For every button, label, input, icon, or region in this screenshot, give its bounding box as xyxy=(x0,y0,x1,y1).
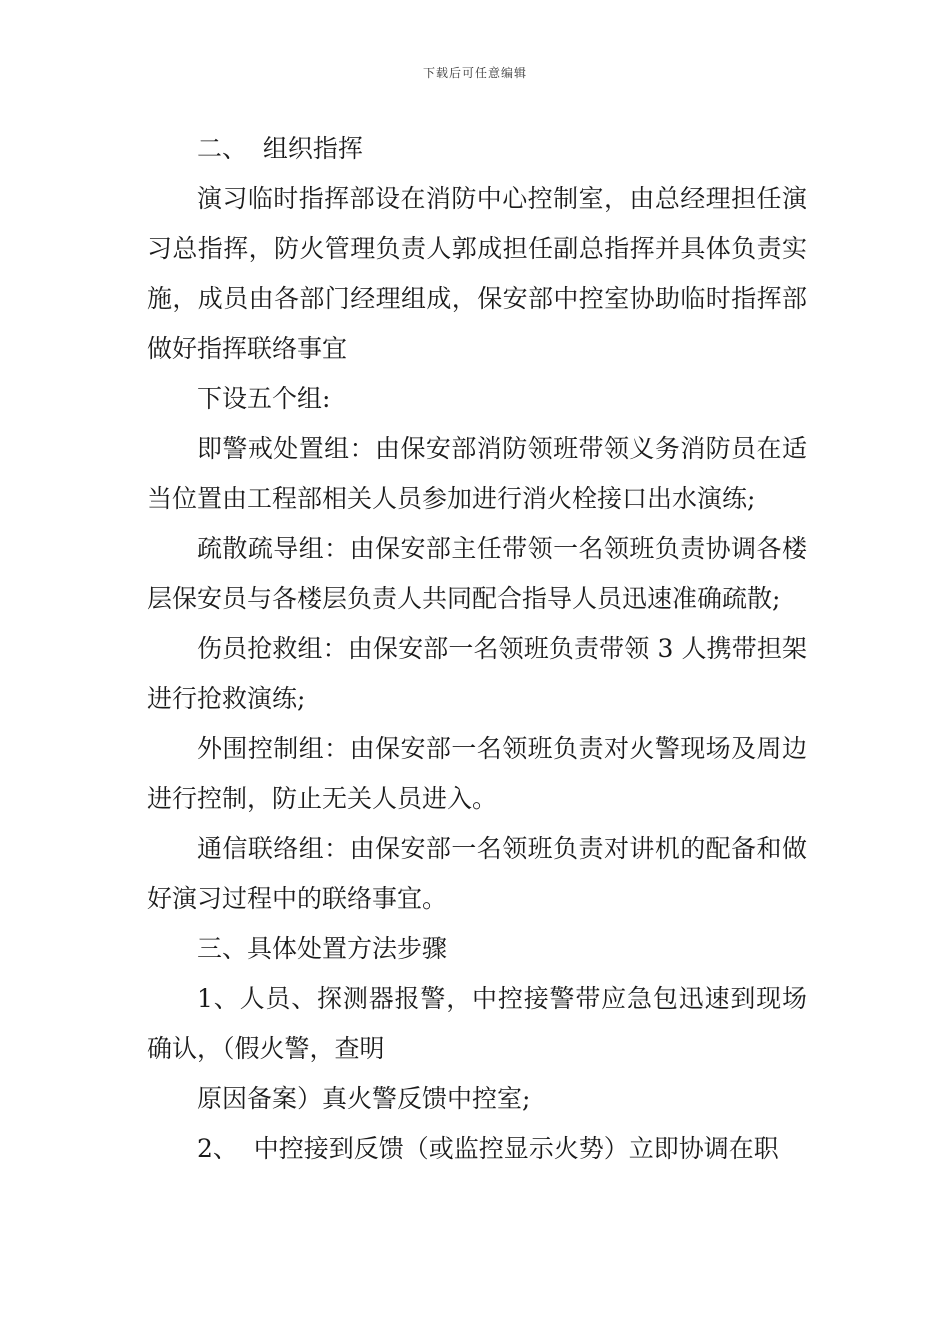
paragraph-command-center: 演习临时指挥部设在消防中心控制室，由总经理担任演习总指挥，防火管理负责人郭成担任副总指挥并具体负责实施，成员由各部门经理组成，保安部中控室协助临时指挥部做好指挥联络事宜 xyxy=(147,184,807,363)
paragraph-step-1-continued: 原因备案）真火警反馈中控室; xyxy=(197,1084,531,1113)
paragraph-five-groups: 下设五个组: xyxy=(197,384,331,413)
header-note: 下载后可任意编辑 xyxy=(422,66,527,80)
paragraph-step-2: 2、 中控接到反馈（或监控显示火势）立即协调在职 xyxy=(197,1134,779,1163)
paragraph-step-1: 1、人员、探测器报警，中控接警带应急包迅速到现场确认，（假火警，查明 xyxy=(147,984,807,1063)
document-body xyxy=(147,124,807,1174)
paragraph-rescue-group: 伤员抢救组：由保安部一名领班负责带领 3 人携带担架进行抢救演练; xyxy=(147,634,807,713)
section-heading-procedures: 三、具体处置方法步骤 xyxy=(197,934,448,963)
paragraph-perimeter-group: 外围控制组：由保安部一名领班负责对火警现场及周边进行控制，防止无关人员进入。 xyxy=(147,734,807,813)
section-heading-organization: 二、 组织指挥 xyxy=(197,134,363,163)
paragraph-evacuation-group: 疏散疏导组：由保安部主任带领一名领班负责协调各楼层保安员与各楼层负责人共同配合指导人员迅速准确疏散; xyxy=(147,534,807,613)
paragraph-alert-group: 即警戒处置组：由保安部消防领班带领义务消防员在适当位置由工程部相关人员参加进行消火栓接口出水演练; xyxy=(147,434,807,513)
paragraph-communication-group: 通信联络组：由保安部一名领班负责对讲机的配备和做好演习过程中的联络事宜。 xyxy=(147,834,807,913)
